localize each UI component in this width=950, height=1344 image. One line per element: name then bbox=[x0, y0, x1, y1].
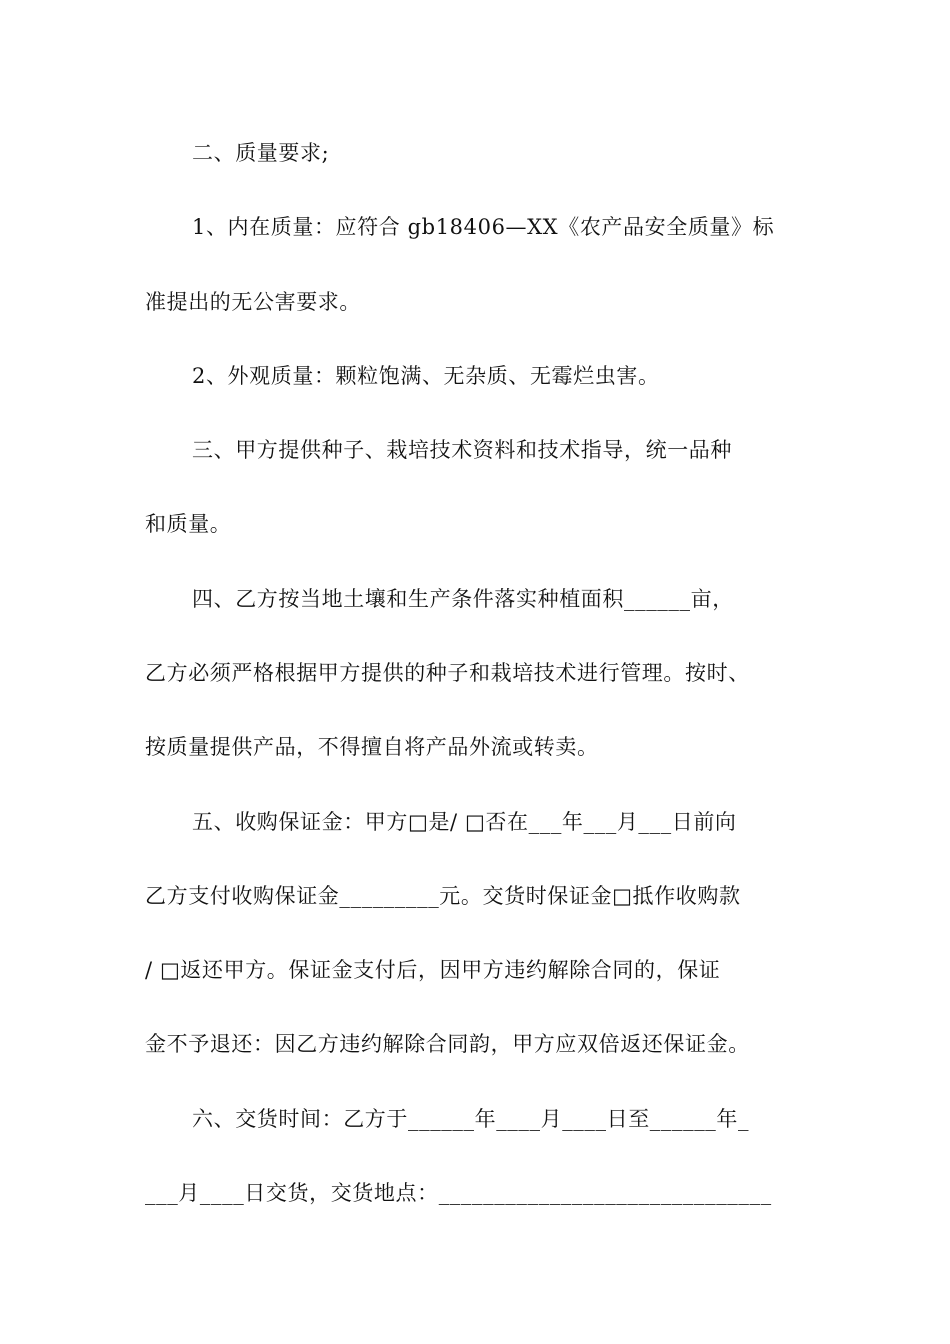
paragraph-line: / □返还甲方。保证金支付后，因甲方违约解除合同的，保证 bbox=[145, 958, 721, 982]
paragraph-line: 乙方必须严格根据甲方提供的种子和栽培技术进行管理。按时、 bbox=[145, 661, 750, 685]
paragraph-line: 五、收购保证金：甲方□是/ □否在___年___月___日前向 bbox=[192, 810, 737, 834]
section-heading-quality: 二、质量要求; bbox=[192, 141, 330, 165]
paragraph-line: 按质量提供产品，不得擅自将产品外流或转卖。 bbox=[145, 735, 599, 759]
paragraph-line: 六、交货时间：乙方于______年____月____日至______年_ bbox=[192, 1107, 750, 1131]
paragraph-line: 三、甲方提供种子、栽培技术资料和技术指导，统一品种 bbox=[192, 438, 732, 462]
paragraph-line: 四、乙方按当地土壤和生产条件落实种植面积______亩， bbox=[192, 587, 734, 611]
paragraph-line: 准提出的无公害要求。 bbox=[145, 290, 361, 314]
paragraph-line: 乙方支付收购保证金_________元。交货时保证金□抵作收购款 bbox=[145, 884, 741, 908]
paragraph-line: 和质量。 bbox=[145, 512, 232, 536]
paragraph-line: 1、内在质量：应符合 gb18406—XX《农产品安全质量》标 bbox=[192, 215, 775, 239]
paragraph-line: 2、外观质量：颗粒饱满、无杂质、无霉烂虫害。 bbox=[192, 364, 660, 388]
paragraph-line: 金不予退还：因乙方违约解除合同韵，甲方应双倍返还保证金。 bbox=[145, 1032, 750, 1056]
paragraph-line: ___月____日交货，交货地点：______________________________ bbox=[145, 1181, 772, 1205]
